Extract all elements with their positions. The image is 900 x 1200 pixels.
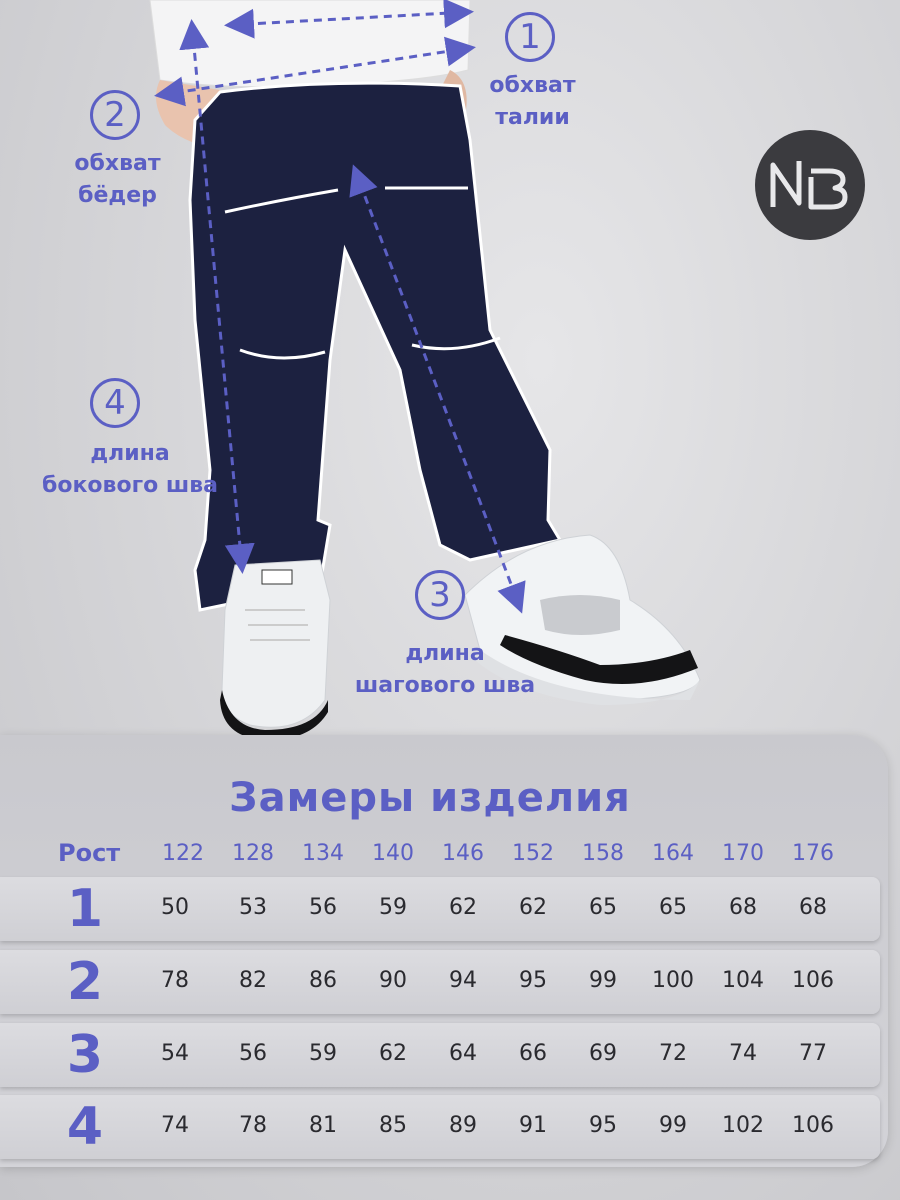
table-cell: 104 <box>722 968 764 993</box>
height-value: 170 <box>722 841 764 866</box>
measure-2-line2: бёдер <box>78 183 157 208</box>
height-value: 176 <box>792 841 834 866</box>
table-cell: 102 <box>722 1113 764 1138</box>
height-value: 164 <box>652 841 694 866</box>
table-cell: 62 <box>519 895 547 920</box>
measure-number-2: 2 <box>90 90 140 140</box>
table-cell: 62 <box>379 1041 407 1066</box>
table-cell: 78 <box>161 968 189 993</box>
table-cell: 65 <box>659 895 687 920</box>
table-cell: 53 <box>239 895 267 920</box>
nb-logo-icon <box>765 155 855 215</box>
table-cell: 91 <box>519 1113 547 1138</box>
table-cell: 65 <box>589 895 617 920</box>
height-value: 152 <box>512 841 554 866</box>
table-cell: 95 <box>519 968 547 993</box>
measure-label-1 <box>470 70 595 134</box>
row-number: 1 <box>66 879 104 939</box>
size-table-title: Замеры изделия <box>229 775 631 821</box>
table-row <box>0 1095 880 1159</box>
table-cell: 72 <box>659 1041 687 1066</box>
table-cell: 99 <box>589 968 617 993</box>
measure-2-line1: обхват <box>74 151 161 176</box>
table-cell: 81 <box>309 1113 337 1138</box>
table-cell: 78 <box>239 1113 267 1138</box>
shirt-shape <box>150 0 470 87</box>
table-cell: 68 <box>729 895 757 920</box>
measure-3-line1: длина <box>405 641 485 666</box>
measure-label-4 <box>40 438 220 502</box>
measure-label-3 <box>340 638 550 702</box>
table-row <box>0 950 880 1014</box>
measure-1-line2: талии <box>495 105 570 130</box>
table-cell: 59 <box>309 1041 337 1066</box>
height-value: 128 <box>232 841 274 866</box>
table-cell: 56 <box>239 1041 267 1066</box>
measure-number-4: 4 <box>90 378 140 428</box>
table-cell: 56 <box>309 895 337 920</box>
table-row <box>0 1023 880 1087</box>
row-number: 4 <box>66 1097 104 1157</box>
measure-1-line1: обхват <box>489 73 576 98</box>
table-cell: 68 <box>799 895 827 920</box>
table-cell: 99 <box>659 1113 687 1138</box>
table-cell: 59 <box>379 895 407 920</box>
table-cell: 50 <box>161 895 189 920</box>
measure-3-line2: шагового шва <box>354 673 536 698</box>
table-cell: 95 <box>589 1113 617 1138</box>
table-cell: 86 <box>309 968 337 993</box>
table-cell: 90 <box>379 968 407 993</box>
table-cell: 85 <box>379 1113 407 1138</box>
table-cell: 54 <box>161 1041 189 1066</box>
measure-4-line1: длина <box>90 441 170 466</box>
table-cell: 62 <box>449 895 477 920</box>
table-cell: 89 <box>449 1113 477 1138</box>
height-value: 146 <box>442 841 484 866</box>
measure-4-line2: бокового шва <box>42 473 218 498</box>
table-cell: 100 <box>652 968 694 993</box>
brand-logo <box>755 130 865 240</box>
height-value: 134 <box>302 841 344 866</box>
row-number: 2 <box>66 952 104 1012</box>
table-cell: 106 <box>792 1113 834 1138</box>
left-shoe-shape <box>220 560 330 740</box>
table-cell: 74 <box>729 1041 757 1066</box>
height-value: 122 <box>162 841 204 866</box>
table-cell: 74 <box>161 1113 189 1138</box>
table-cell: 69 <box>589 1041 617 1066</box>
row-number: 3 <box>66 1025 104 1085</box>
table-row <box>0 877 880 941</box>
measure-number-1: 1 <box>505 12 555 62</box>
table-cell: 94 <box>449 968 477 993</box>
table-cell: 66 <box>519 1041 547 1066</box>
table-cell: 77 <box>799 1041 827 1066</box>
table-cell: 106 <box>792 968 834 993</box>
height-label: Рост <box>58 839 121 867</box>
pants-shape <box>190 83 560 610</box>
measure-number-3: 3 <box>415 570 465 620</box>
table-cell: 82 <box>239 968 267 993</box>
height-value: 140 <box>372 841 414 866</box>
size-table-header <box>0 835 880 871</box>
height-value: 158 <box>582 841 624 866</box>
table-cell: 64 <box>449 1041 477 1066</box>
measure-label-2 <box>55 148 180 212</box>
